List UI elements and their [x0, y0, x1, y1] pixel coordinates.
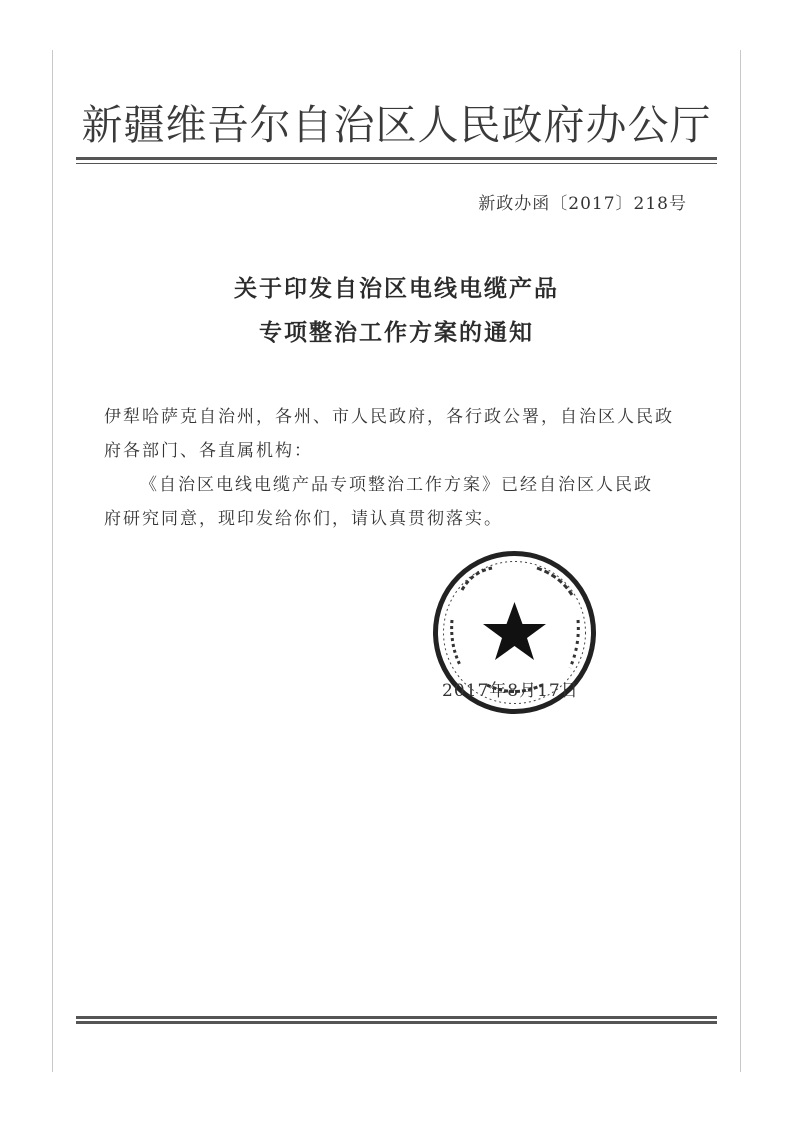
header-rule-thin [76, 163, 717, 164]
header-rule-thick [76, 157, 717, 160]
footer-rule-thick-bottom [76, 1021, 717, 1024]
document-title-line-1: 关于印发自治区电线电缆产品 [234, 275, 559, 302]
left-margin-line [52, 50, 53, 1072]
right-margin-line [740, 50, 741, 1072]
document-date: 2017年8月17日 [442, 681, 579, 701]
body-line-1: 《自治区电线电缆产品专项整治工作方案》已经自治区人民政 [140, 475, 653, 495]
document-body [104, 400, 694, 536]
document-title-line-2: 专项整治工作方案的通知 [259, 319, 534, 346]
recipients-line-2: 府各部门、各直属机构： [104, 441, 313, 461]
footer-rule-thick-top [76, 1016, 717, 1019]
body-line-2: 府研究同意，现印发给你们，请认真贯彻落实。 [104, 509, 503, 529]
recipients-line-1: 伊犁哈萨克自治州，各州、市人民政府，各行政公署，自治区人民政 [104, 407, 674, 427]
document-number: 新政办函〔2017〕218号 [478, 194, 687, 214]
issuer-header: 新疆维吾尔自治区人民政府办公厅 [81, 101, 712, 149]
